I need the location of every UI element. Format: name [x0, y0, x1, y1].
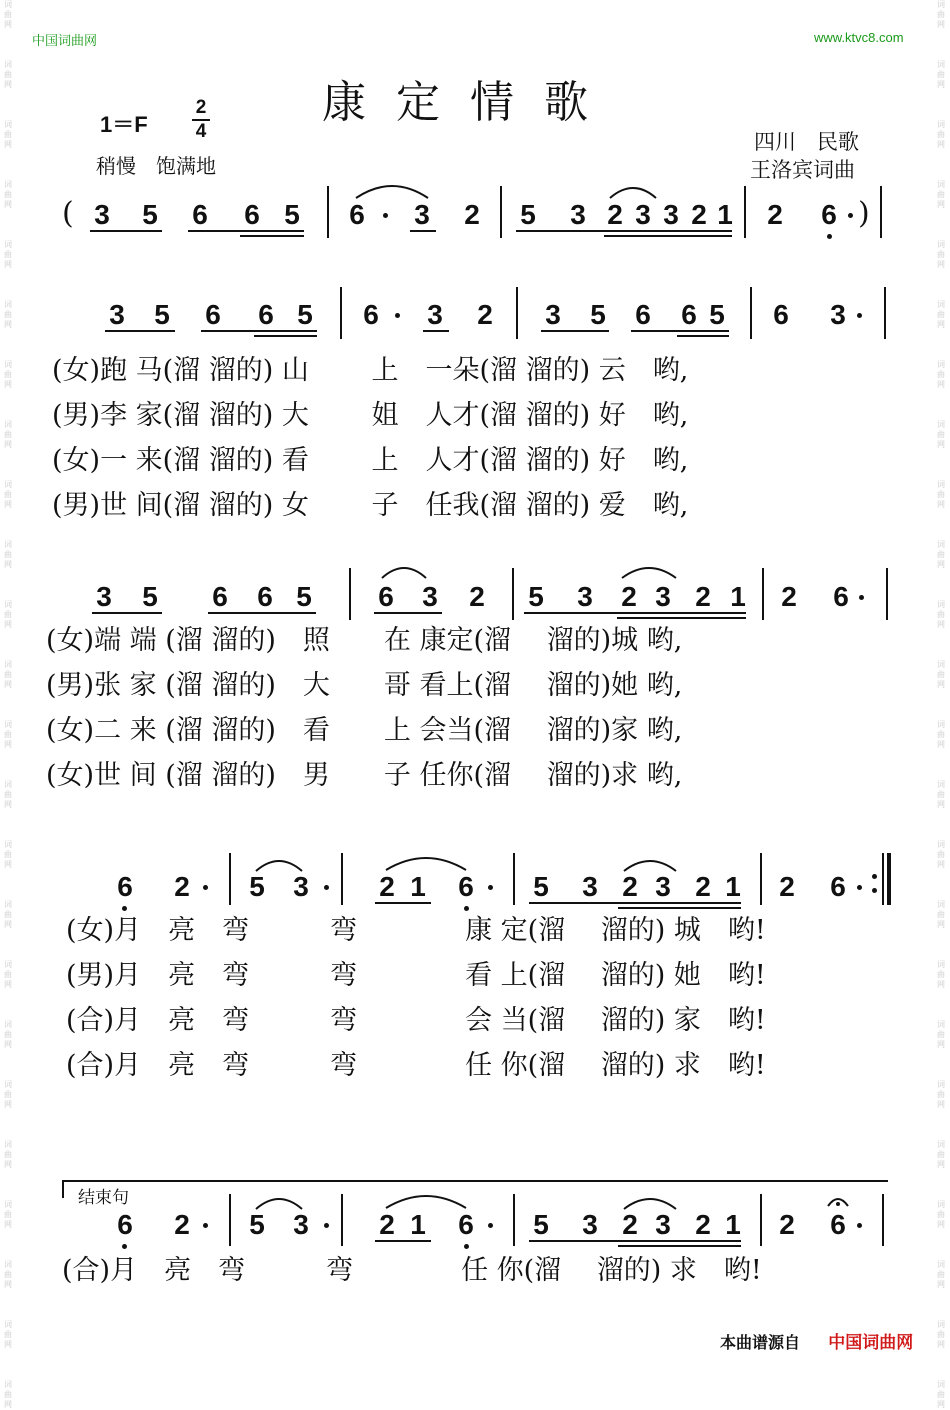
note: 2	[174, 871, 190, 902]
note: 6	[349, 199, 365, 230]
close-paren: )	[858, 196, 870, 231]
watermark-text: 词曲网	[4, 60, 12, 89]
fermata-icon	[826, 1194, 850, 1208]
watermark-text: 词曲网	[937, 1200, 945, 1229]
note: 2	[622, 871, 638, 902]
note: 3	[582, 871, 598, 902]
note: 1	[725, 1209, 741, 1240]
lyric-line: (合)月 亮 弯 弯 任 你(溜 溜的) 求 哟!	[66, 1050, 766, 1081]
watermark-text: 词曲网	[4, 600, 12, 629]
watermark-text: 词曲网	[937, 180, 945, 209]
watermark-text: 词曲网	[937, 420, 945, 449]
watermark-text: 词曲网	[937, 540, 945, 569]
note: 3	[293, 1209, 309, 1240]
note: 2	[464, 199, 480, 230]
note: 6	[833, 581, 849, 612]
lyric-line: (女)一 来(溜 溜的) 看 上 人才(溜 溜的) 好 哟,	[52, 445, 689, 476]
footer-prefix: 本曲谱源自	[720, 1333, 801, 1352]
note: 5	[296, 581, 312, 612]
watermark-text: 词曲网	[937, 900, 945, 929]
time-signature	[192, 98, 210, 142]
note: 2	[469, 581, 485, 612]
watermark-text: 词曲网	[937, 780, 945, 809]
note: 5	[590, 299, 606, 330]
note: 6	[378, 581, 394, 612]
note: 5	[154, 299, 170, 330]
watermark-text: 词曲网	[4, 0, 12, 29]
note: 5	[249, 871, 265, 902]
watermark-text: 词曲网	[937, 240, 945, 269]
note: 3	[96, 581, 112, 612]
note: 5	[533, 871, 549, 902]
watermark-text: 词曲网	[4, 1260, 12, 1289]
note: 5	[249, 1209, 265, 1240]
watermark-text: 词曲网	[937, 360, 945, 389]
watermark-text: 词曲网	[4, 720, 12, 749]
note: 6	[773, 299, 789, 330]
song-title: 康定情歌	[322, 77, 618, 128]
note: 2	[767, 199, 783, 230]
watermark-text: 词曲网	[937, 1020, 945, 1049]
note: 1	[410, 871, 426, 902]
note: 2	[695, 581, 711, 612]
tempo-marking: 稍慢 饱满地	[96, 154, 216, 178]
note: 2	[622, 1209, 638, 1240]
note: 3	[414, 199, 430, 230]
note: 6	[117, 1209, 133, 1240]
note: 6	[363, 299, 379, 330]
site-url[interactable]: www.ktvc8.com	[814, 30, 904, 45]
note: 2	[695, 871, 711, 902]
lyric-line: (女)跑 马(溜 溜的) 山 上 一朵(溜 溜的) 云 哟,	[52, 355, 689, 386]
watermark-text: 词曲网	[937, 120, 945, 149]
watermark-text: 词曲网	[937, 600, 945, 629]
note: 3	[663, 199, 679, 230]
watermark-text: 词曲网	[4, 180, 12, 209]
note: 6	[117, 871, 133, 902]
note: 3	[427, 299, 443, 330]
watermark-text: 词曲网	[4, 1020, 12, 1049]
note: 5	[142, 581, 158, 612]
watermark-text: 词曲网	[937, 1080, 945, 1109]
footer-brand[interactable]: 中国词曲网	[828, 1333, 914, 1353]
note: 1	[725, 871, 741, 902]
note: 5	[142, 199, 158, 230]
watermark-text: 词曲网	[4, 1380, 12, 1409]
note: 6	[681, 299, 697, 330]
song-origin: 四川 民歌	[754, 130, 859, 154]
note: 5	[528, 581, 544, 612]
note: 5	[297, 299, 313, 330]
watermark-text: 词曲网	[937, 840, 945, 869]
watermark-text: 词曲网	[4, 1200, 12, 1229]
watermark-text: 词曲网	[937, 960, 945, 989]
note: 1	[410, 1209, 426, 1240]
note: 2	[607, 199, 623, 230]
note: 6	[830, 1209, 846, 1240]
note: 3	[635, 199, 651, 230]
lyric-line: (男)张 家 (溜 溜的) 大 哥 看上(溜 溜的)她 哟,	[46, 670, 683, 701]
lyric-line: (女)二 来 (溜 溜的) 看 上 会当(溜 溜的)家 哟,	[46, 715, 683, 746]
note: 6	[821, 199, 837, 230]
watermark-text: 词曲网	[937, 60, 945, 89]
watermark-text: 词曲网	[937, 1320, 945, 1349]
watermark-text: 词曲网	[4, 360, 12, 389]
ending-label: 结束句	[78, 1188, 129, 1208]
note: 6	[244, 199, 260, 230]
note: 2	[379, 1209, 395, 1240]
note: 3	[655, 871, 671, 902]
time-bottom: 4	[195, 121, 207, 142]
watermark-text: 词曲网	[937, 660, 945, 689]
note: 6	[458, 1209, 474, 1240]
note: 5	[533, 1209, 549, 1240]
watermark-text: 词曲网	[937, 1380, 945, 1409]
note: 6	[458, 871, 474, 902]
watermark-text: 词曲网	[4, 780, 12, 809]
footer-source	[720, 1328, 913, 1353]
note: 2	[621, 581, 637, 612]
watermark-text: 词曲网	[4, 540, 12, 569]
watermark-text: 词曲网	[4, 240, 12, 269]
watermark-text: 词曲网	[4, 300, 12, 329]
note: 3	[293, 871, 309, 902]
note: 1	[717, 199, 733, 230]
open-paren: (	[62, 196, 74, 231]
lyric-line: (合)月 亮 弯 弯 会 当(溜 溜的) 家 哟!	[66, 1005, 766, 1036]
note: 3	[655, 1209, 671, 1240]
note: 6	[257, 581, 273, 612]
watermark-text: 词曲网	[4, 120, 12, 149]
note: 3	[94, 199, 110, 230]
watermark-text: 词曲网	[937, 720, 945, 749]
note: 3	[545, 299, 561, 330]
note: 3	[109, 299, 125, 330]
watermark-text: 词曲网	[4, 480, 12, 509]
note: 6	[258, 299, 274, 330]
note: 3	[422, 581, 438, 612]
note: 6	[830, 871, 846, 902]
note: 6	[212, 581, 228, 612]
note: 5	[520, 199, 536, 230]
note: 1	[730, 581, 746, 612]
watermark-text: 词曲网	[937, 300, 945, 329]
watermark-text: 词曲网	[937, 0, 945, 29]
note: 3	[577, 581, 593, 612]
note: 6	[635, 299, 651, 330]
watermark-text: 词曲网	[4, 1320, 12, 1349]
lyric-line: (女)月 亮 弯 弯 康 定(溜 溜的) 城 哟!	[66, 915, 766, 946]
time-top: 2	[195, 97, 207, 118]
note: 2	[174, 1209, 190, 1240]
lyric-line: (女)世 间 (溜 溜的) 男 子 任你(溜 溜的)求 哟,	[46, 760, 683, 791]
note: 6	[192, 199, 208, 230]
note: 2	[695, 1209, 711, 1240]
note: 5	[709, 299, 725, 330]
watermark-text: 词曲网	[4, 840, 12, 869]
watermark-text: 词曲网	[937, 480, 945, 509]
note: 2	[379, 871, 395, 902]
watermark-text: 词曲网	[937, 1260, 945, 1289]
note: 2	[779, 871, 795, 902]
watermark-text: 词曲网	[4, 960, 12, 989]
note: 3	[655, 581, 671, 612]
lyric-line: (男)月 亮 弯 弯 看 上(溜 溜的) 她 哟!	[66, 960, 766, 991]
watermark-text: 词曲网	[4, 900, 12, 929]
song-arranger: 王洛宾词曲	[750, 158, 855, 182]
note: 3	[830, 299, 846, 330]
watermark-text: 词曲网	[937, 1140, 945, 1169]
note: 2	[781, 581, 797, 612]
watermark-text: 词曲网	[4, 1140, 12, 1169]
note: 2	[779, 1209, 795, 1240]
note: 5	[284, 199, 300, 230]
site-name-left[interactable]: 中国词曲网	[32, 33, 98, 48]
watermark-left	[1, 0, 15, 1409]
watermark-right	[934, 0, 948, 1409]
note: 2	[477, 299, 493, 330]
watermark-text: 词曲网	[4, 420, 12, 449]
note: 3	[570, 199, 586, 230]
lyric-line: (男)李 家(溜 溜的) 大 姐 人才(溜 溜的) 好 哟,	[52, 400, 689, 431]
lyric-line: (合)月 亮 弯 弯 任 你(溜 溜的) 求 哟!	[62, 1255, 762, 1286]
watermark-text: 词曲网	[4, 660, 12, 689]
note: 3	[582, 1209, 598, 1240]
watermark-text: 词曲网	[4, 1080, 12, 1109]
lyric-line: (男)世 间(溜 溜的) 女 子 任我(溜 溜的) 爱 哟,	[52, 490, 689, 521]
key-signature: 1＝F	[100, 112, 148, 137]
note: 6	[205, 299, 221, 330]
note: 2	[691, 199, 707, 230]
lyric-line: (女)端 端 (溜 溜的) 照 在 康定(溜 溜的)城 哟,	[46, 625, 683, 656]
